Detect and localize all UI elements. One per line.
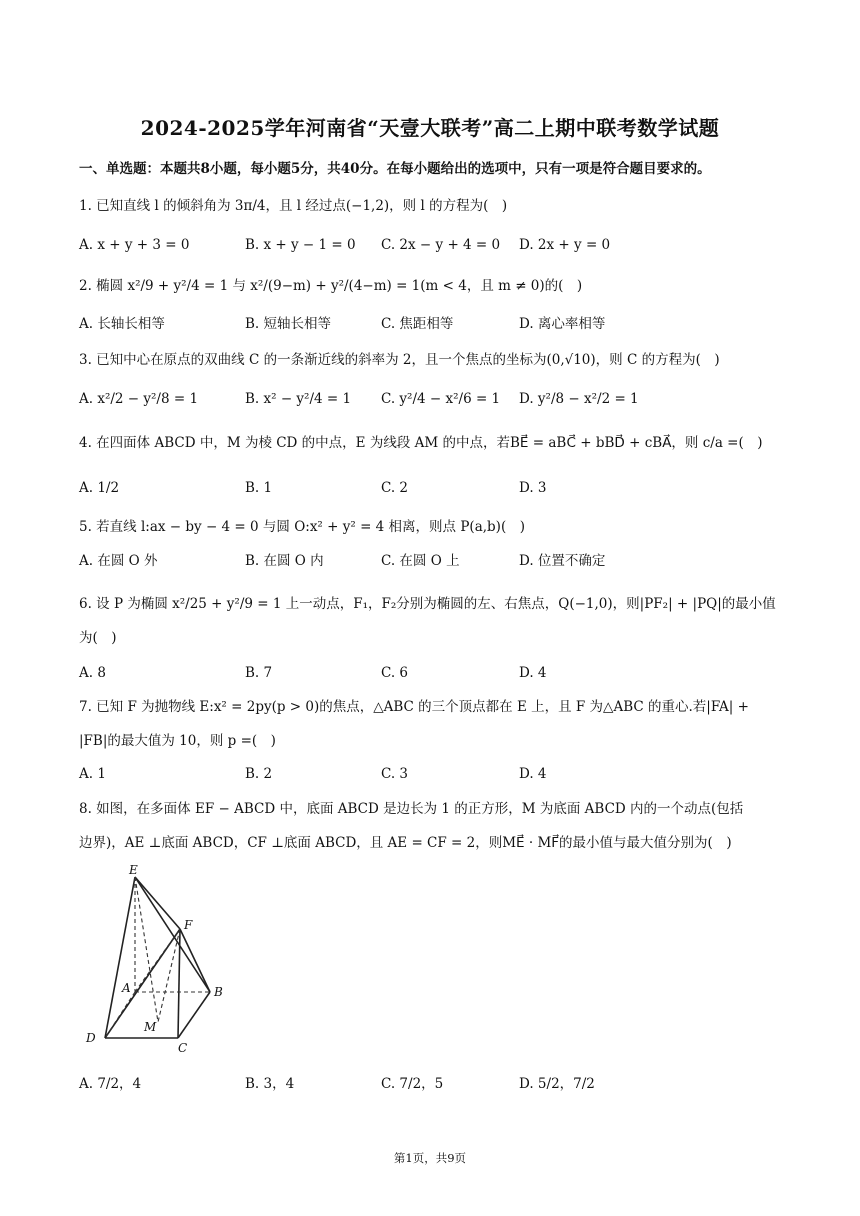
q5-option-b[interactable]: B. 在圆 O 内 [245,553,324,569]
q4-option-b[interactable]: B. 1 [245,480,273,496]
question-6-line-2: 为( ) [79,630,117,646]
q8-option-b[interactable]: B. 3，4 [245,1076,295,1092]
q1-option-a[interactable]: A. x + y + 3 = 0 [79,237,190,253]
q2-option-b[interactable]: B. 短轴长相等 [245,316,332,332]
q6-option-c[interactable]: C. 6 [381,665,409,681]
edge-FC [178,929,180,1038]
section-heading: 一、单选题：本题共8小题，每小题5分，共40分。在每小题给出的选项中，只有一项是符合题目要求的。 [79,161,711,177]
q6-option-d[interactable]: D. 4 [519,665,547,681]
label-C: C [178,1041,188,1055]
q5-option-c[interactable]: C. 在圆 O 上 [381,553,460,569]
question-5: 5. 若直线 l:ax − by − 4 = 0 与圆 O:x² + y² = 4 相离，则点 P(a,b)( ) [79,519,525,535]
edge-FM [158,929,180,1022]
edge-FB [180,929,210,992]
q5-option-a[interactable]: A. 在圆 O 外 [79,553,158,569]
question-1: 1. 已知直线 l 的倾斜角为 3π/4，且 l 经过点(−1,2)，则 l 的方程为( ) [79,198,508,214]
label-F: F [184,918,193,932]
question-2: 2. 椭圆 x²/9 + y²/4 = 1 与 x²/(9−m) + y²/(4−m) = 1(m < 4，且 m ≠ 0)的( ) [79,278,583,294]
page-title: 2024-2025学年河南省“天壹大联考”高二上期中联考数学试题 [140,116,720,140]
q2-option-a[interactable]: A. 长轴长相等 [79,316,165,332]
q7-option-b[interactable]: B. 2 [245,766,273,782]
q4-option-a[interactable]: A. 1/2 [79,480,120,496]
q7-option-a[interactable]: A. 1 [79,766,106,782]
question-3: 3. 已知中心在原点的双曲线 C 的一条渐近线的斜率为 2，且一个焦点的坐标为(0,√10)，则 C 的方程为( ) [79,352,720,368]
question-7-line-2: |FB|的最大值为 10，则 p =( ) [79,733,276,749]
q4-option-d[interactable]: D. 3 [519,480,547,496]
q3-option-b[interactable]: B. x² − y²/4 = 1 [245,391,352,407]
q1-option-b[interactable]: B. x + y − 1 = 0 [245,237,356,253]
page-footer: 第1页，共9页 [393,1151,467,1165]
q7-option-c[interactable]: C. 3 [381,766,409,782]
question-8-line-1: 8. 如图，在多面体 EF − ABCD 中，底面 ABCD 是边长为 1 的正方形，M 为底面 ABCD 内的一个动点(包括 [79,801,744,817]
q3-option-d[interactable]: D. y²/8 − x²/2 = 1 [519,391,639,407]
label-A: A [122,981,131,995]
q1-option-d[interactable]: D. 2x + y = 0 [519,237,611,253]
q3-option-c[interactable]: C. y²/4 − x²/6 = 1 [381,391,501,407]
label-D: D [86,1031,96,1045]
q2-option-c[interactable]: C. 焦距相等 [381,316,454,332]
q6-option-b[interactable]: B. 7 [245,665,273,681]
q1-option-c[interactable]: C. 2x − y + 4 = 0 [381,237,501,253]
q2-option-d[interactable]: D. 离心率相等 [519,316,606,332]
edge-EB [135,877,210,992]
q8-option-c[interactable]: C. 7/2，5 [381,1076,444,1092]
question-6-line-1: 6. 设 P 为椭圆 x²/25 + y²/9 = 1 上一动点，F₁，F₂分别为椭圆的左、右焦点，Q(−1,0)，则|PF₂| + |PQ|的最小值 [79,596,776,612]
q8-option-a[interactable]: A. 7/2，4 [79,1076,142,1092]
polyhedron-figure [70,862,240,1058]
edge-CB [178,992,210,1038]
q8-option-d[interactable]: D. 5/2，7/2 [519,1076,595,1092]
question-8-line-2: 边界)，AE ⊥底面 ABCD，CF ⊥底面 ABCD，且 AE = CF = 2，则ME⃗ · MF⃗的最小值与最大值分别为( ) [79,835,732,851]
question-7-line-1: 7. 已知 F 为抛物线 E:x² = 2py(p > 0)的焦点，△ABC 的三个顶点都在 E 上，且 F 为△ABC 的重心.若|FA| + [79,699,749,715]
edge-ED [105,877,135,1038]
q4-option-c[interactable]: C. 2 [381,480,409,496]
question-4: 4. 在四面体 ABCD 中，M 为棱 CD 的中点，E 为线段 AM 的中点，若BE⃗ = aBC⃗ + bBD⃗ + cBA⃗，则 c/a =( ) [79,435,763,451]
label-M: M [144,1020,157,1034]
q7-option-d[interactable]: D. 4 [519,766,547,782]
q3-option-a[interactable]: A. x²/2 − y²/8 = 1 [79,391,199,407]
edge-AF [135,929,180,992]
label-B: B [214,985,223,999]
label-E: E [129,863,138,877]
q6-option-a[interactable]: A. 8 [79,665,106,681]
q5-option-d[interactable]: D. 位置不确定 [519,553,606,569]
